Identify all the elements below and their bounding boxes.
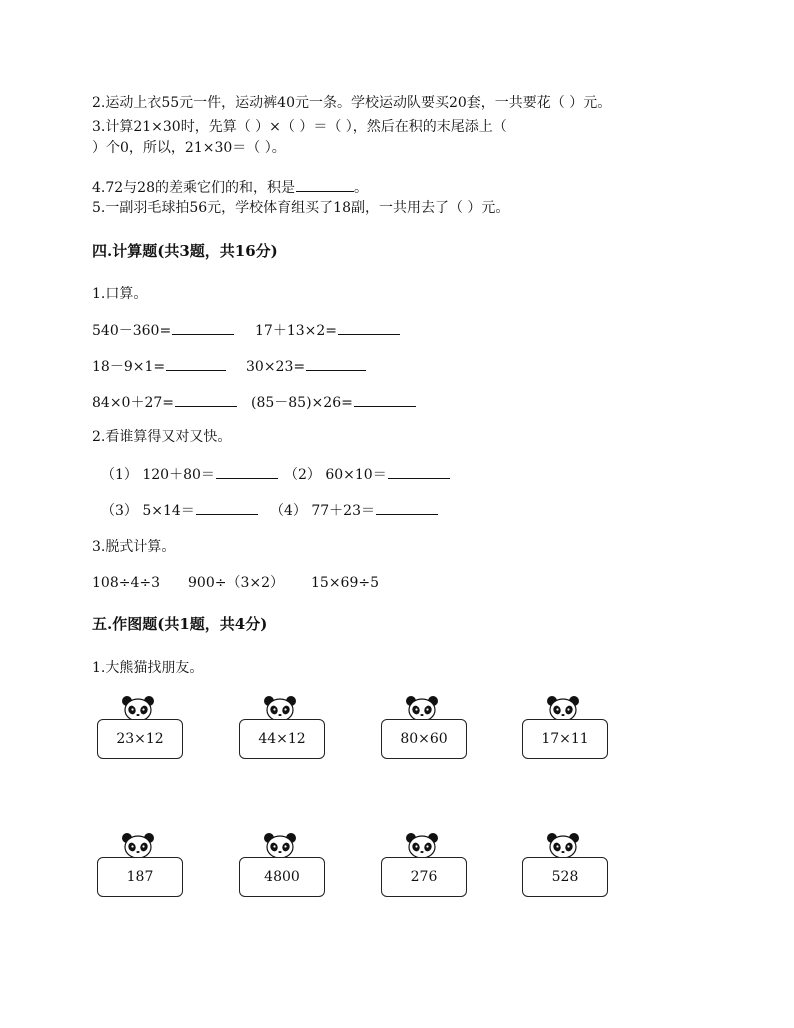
stepwise-item-3: 15×69÷5 bbox=[311, 575, 379, 591]
oral-expression: 540－360= bbox=[92, 323, 172, 339]
answer-blank[interactable] bbox=[216, 464, 278, 479]
question-4 bbox=[92, 177, 368, 198]
oral-expression: 84×0＋27= bbox=[92, 395, 174, 411]
panda-icon bbox=[405, 832, 439, 858]
panda-icon bbox=[263, 695, 297, 721]
panda-icon bbox=[546, 832, 580, 858]
stepwise-item-1: 108÷4÷3 bbox=[92, 575, 160, 591]
question-3-line-1: 3.计算21×30时，先算（ ）×（ ）＝（ ），然后在积的末尾添上（ bbox=[92, 119, 507, 135]
stepwise-calc-title: 3.脱式计算。 bbox=[92, 539, 176, 555]
panda-card-top-2[interactable]: 44×12 bbox=[239, 719, 325, 759]
panda-question-title: 1.大熊猫找朋友。 bbox=[92, 660, 204, 676]
quick-item-4 bbox=[270, 500, 438, 521]
answer-blank[interactable] bbox=[354, 392, 416, 407]
oral-item-6 bbox=[251, 392, 416, 413]
panda-card-top-3[interactable]: 80×60 bbox=[381, 719, 467, 759]
answer-blank[interactable] bbox=[388, 464, 450, 479]
quick-expression: （2） 60×10＝ bbox=[284, 467, 387, 483]
oral-item-1 bbox=[92, 320, 234, 341]
answer-blank[interactable] bbox=[306, 356, 366, 371]
section-5-title: 五.作图题(共1题，共4分) bbox=[92, 615, 268, 633]
oral-item-5 bbox=[92, 392, 237, 413]
answer-blank[interactable] bbox=[175, 392, 237, 407]
oral-expression: (85－85)×26= bbox=[251, 395, 353, 411]
question-2: 2.运动上衣55元一件，运动裤40元一条。学校运动队要买20套，一共要花（ ）元。 bbox=[92, 95, 612, 111]
panda-icon bbox=[263, 832, 297, 858]
answer-blank[interactable] bbox=[172, 320, 234, 335]
quick-expression: （4） 77＋23＝ bbox=[270, 503, 375, 519]
answer-blank[interactable] bbox=[196, 500, 258, 515]
oral-calc-title: 1.口算。 bbox=[92, 286, 148, 302]
panda-icon bbox=[546, 695, 580, 721]
panda-icon bbox=[405, 695, 439, 721]
oral-expression: 30×23= bbox=[246, 359, 306, 375]
question-4-text: 4.72与28的差乘它们的和，积是 bbox=[92, 180, 295, 196]
question-4-suffix: 。 bbox=[354, 180, 368, 196]
quick-calc-title: 2.看谁算得又对又快。 bbox=[92, 429, 232, 445]
panda-icon bbox=[121, 832, 155, 858]
quick-item-2 bbox=[284, 464, 450, 485]
quick-item-1 bbox=[101, 464, 278, 485]
section-4-title: 四.计算题(共3题，共16分) bbox=[92, 242, 278, 260]
panda-card-bottom-2[interactable]: 4800 bbox=[239, 857, 325, 897]
panda-icon bbox=[121, 695, 155, 721]
quick-expression: （1） 120＋80＝ bbox=[101, 467, 215, 483]
quick-expression: （3） 5×14＝ bbox=[101, 503, 195, 519]
answer-blank[interactable] bbox=[338, 320, 400, 335]
oral-expression: 17＋13×2= bbox=[255, 323, 337, 339]
answer-blank[interactable] bbox=[376, 500, 438, 515]
answer-blank[interactable] bbox=[166, 356, 226, 371]
oral-item-4 bbox=[246, 356, 366, 377]
oral-item-2 bbox=[255, 320, 400, 341]
panda-card-top-1[interactable]: 23×12 bbox=[97, 719, 183, 759]
panda-card-bottom-1[interactable]: 187 bbox=[97, 857, 183, 897]
question-3-line-2: ）个0，所以，21×30＝（ ）。 bbox=[92, 140, 286, 156]
panda-card-bottom-3[interactable]: 276 bbox=[381, 857, 467, 897]
oral-item-3 bbox=[92, 356, 226, 377]
panda-card-bottom-4[interactable]: 528 bbox=[522, 857, 608, 897]
panda-card-top-4[interactable]: 17×11 bbox=[522, 719, 608, 759]
question-5: 5.一副羽毛球拍56元，学校体育组买了18副，一共用去了（ ）元。 bbox=[92, 200, 510, 216]
quick-item-3 bbox=[101, 500, 258, 521]
answer-blank[interactable] bbox=[296, 177, 354, 192]
stepwise-item-2: 900÷（3×2） bbox=[188, 575, 284, 591]
oral-expression: 18－9×1= bbox=[92, 359, 166, 375]
